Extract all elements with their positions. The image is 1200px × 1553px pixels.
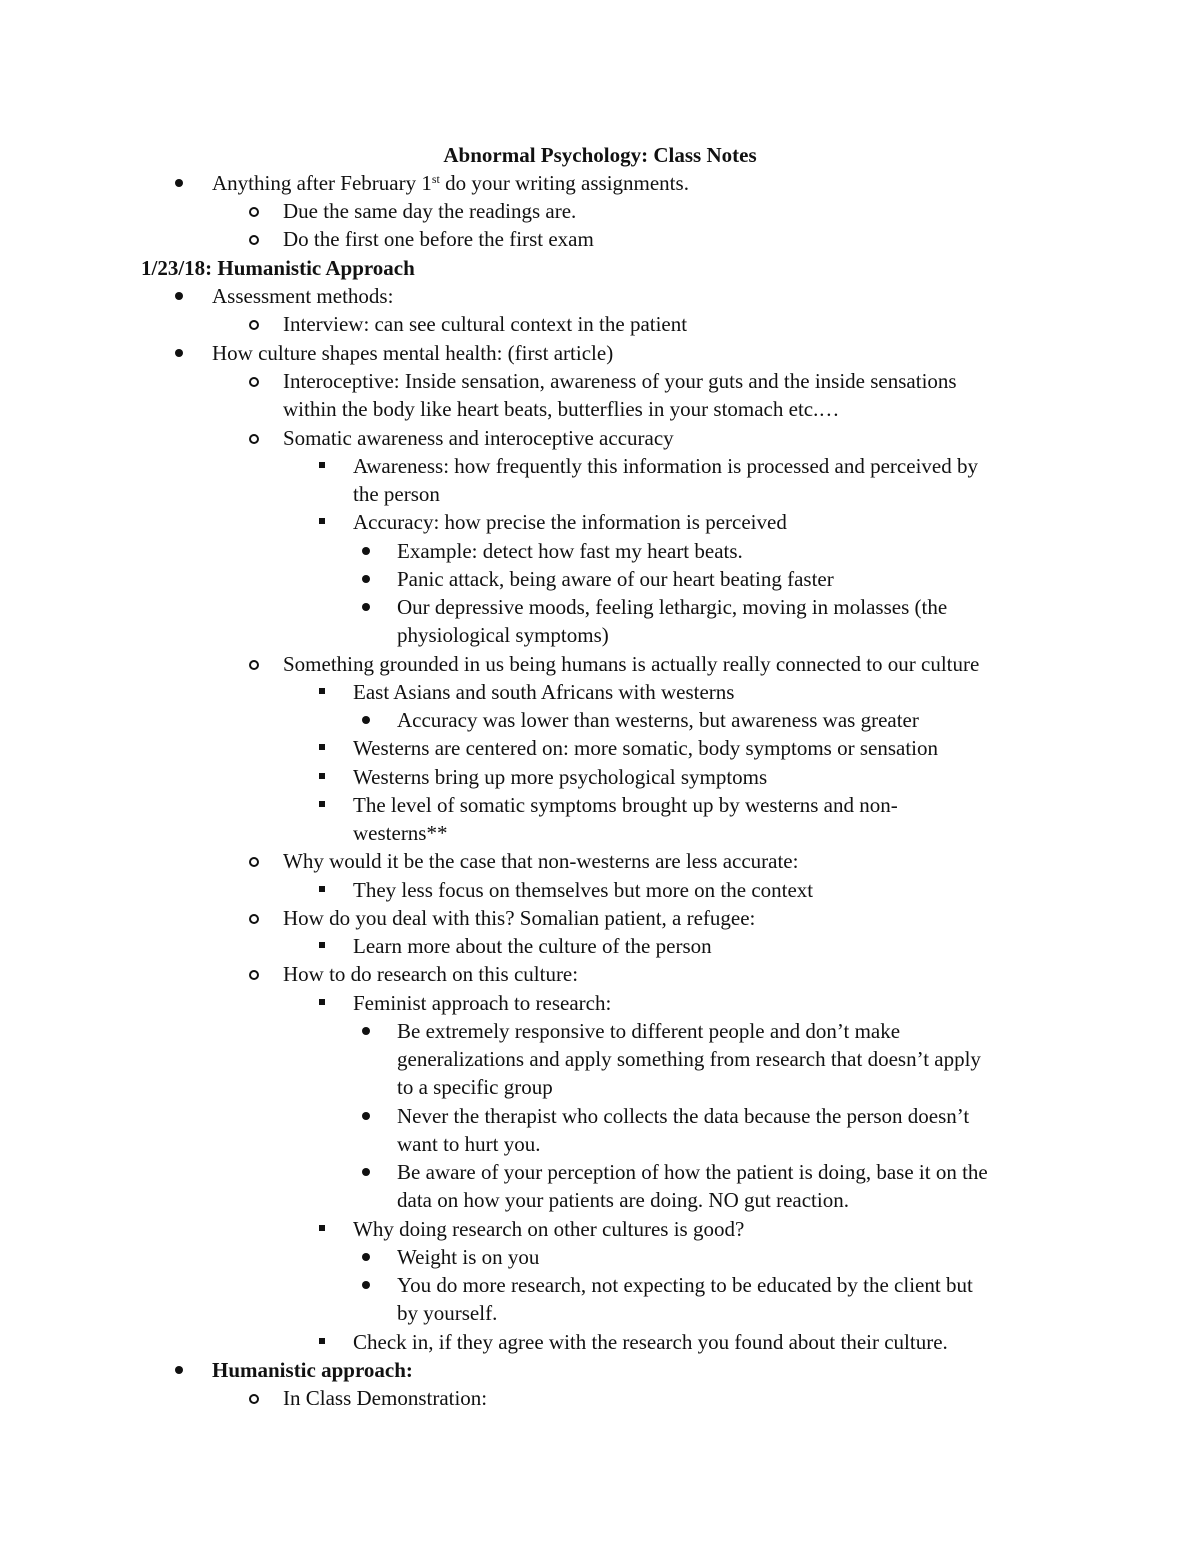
list-item: In Class Demonstration: bbox=[283, 1386, 488, 1410]
bullet-disc-icon bbox=[358, 537, 374, 555]
bullet-disc-icon bbox=[358, 1158, 374, 1176]
bullet-square-icon bbox=[314, 452, 330, 468]
list-item: East Asians and south Africans with westerns bbox=[353, 680, 735, 704]
list-item: Interview: can see cultural context in the patient bbox=[283, 312, 688, 336]
bullet-disc-icon bbox=[358, 593, 374, 611]
bullet-disc-icon bbox=[171, 282, 187, 300]
bullet-circle-icon bbox=[246, 197, 262, 217]
bullet-disc-icon bbox=[358, 1017, 374, 1035]
intro-line-1 bbox=[212, 169, 689, 197]
bullet-square-icon bbox=[314, 1215, 330, 1231]
intro-line-1-text: Anything after February 1 bbox=[212, 171, 432, 195]
bullet-square-icon bbox=[314, 763, 330, 779]
list-item: Assessment methods: bbox=[212, 284, 394, 308]
bullet-square-icon bbox=[314, 932, 330, 948]
list-item: Why doing research on other cultures is good? bbox=[353, 1217, 745, 1241]
list-item-continuation: generalizations and apply something from research that doesn’t apply bbox=[397, 1047, 981, 1071]
bullet-circle-icon bbox=[246, 225, 262, 245]
list-item: Somatic awareness and interoceptive accuracy bbox=[283, 426, 674, 450]
bullet-square-icon bbox=[314, 989, 330, 1005]
bullet-disc-icon bbox=[358, 1102, 374, 1120]
bullet-circle-icon bbox=[246, 960, 262, 980]
list-item: Westerns bring up more psychological symptoms bbox=[353, 765, 768, 789]
bullet-circle-icon bbox=[246, 424, 262, 444]
bullet-circle-icon bbox=[246, 310, 262, 330]
list-item: Be aware of your perception of how the patient is doing, base it on the bbox=[397, 1160, 988, 1184]
list-item: Learn more about the culture of the person bbox=[353, 934, 712, 958]
list-item-continuation: data on how your patients are doing. NO gut reaction. bbox=[397, 1188, 849, 1212]
bullet-disc-icon bbox=[358, 706, 374, 724]
bullet-square-icon bbox=[314, 876, 330, 892]
list-item-continuation: westerns** bbox=[353, 821, 448, 845]
bullet-circle-icon bbox=[246, 904, 262, 924]
ordinal-suffix: st bbox=[431, 172, 440, 186]
list-item: Feminist approach to research: bbox=[353, 991, 612, 1015]
bullet-disc-icon bbox=[358, 1271, 374, 1289]
list-item: Our depressive moods, feeling lethargic, moving in molasses (the bbox=[397, 595, 948, 619]
bullet-disc-icon bbox=[171, 169, 187, 187]
list-item: Never the therapist who collects the data because the person doesn’t bbox=[397, 1104, 970, 1128]
list-item: They less focus on themselves but more on the context bbox=[353, 878, 814, 902]
bullet-disc-icon bbox=[171, 339, 187, 357]
list-item: Accuracy was lower than westerns, but awareness was greater bbox=[397, 708, 919, 732]
bullet-circle-icon bbox=[246, 650, 262, 670]
list-item: The level of somatic symptoms brought up by westerns and non- bbox=[353, 793, 898, 817]
list-item: Be extremely responsive to different people and don’t make bbox=[397, 1019, 901, 1043]
list-item: How to do research on this culture: bbox=[283, 962, 579, 986]
bullet-square-icon bbox=[314, 508, 330, 524]
list-item: Weight is on you bbox=[397, 1245, 540, 1269]
document-title: Abnormal Psychology: Class Notes bbox=[443, 143, 757, 167]
intro-line-1-rest: do your writing assignments. bbox=[439, 171, 689, 195]
bullet-square-icon bbox=[314, 791, 330, 807]
bullet-disc-icon bbox=[171, 1356, 187, 1374]
list-item: Something grounded in us being humans is actually really connected to our culture bbox=[283, 652, 980, 676]
section-heading: 1/23/18: Humanistic Approach bbox=[141, 256, 415, 280]
list-item-continuation: want to hurt you. bbox=[397, 1132, 541, 1156]
list-item-continuation: physiological symptoms) bbox=[397, 623, 609, 647]
bullet-circle-icon bbox=[246, 1384, 262, 1404]
bullet-circle-icon bbox=[246, 367, 262, 387]
bullet-disc-icon bbox=[358, 565, 374, 583]
list-item: Check in, if they agree with the research you found about their culture. bbox=[353, 1330, 948, 1354]
list-item: Interoceptive: Inside sensation, awareness of your guts and the inside sensations bbox=[283, 369, 957, 393]
intro-line-2: Due the same day the readings are. bbox=[283, 199, 577, 223]
list-item: Westerns are centered on: more somatic, body symptoms or sensation bbox=[353, 736, 938, 760]
bullet-square-icon bbox=[314, 1328, 330, 1344]
bullet-circle-icon bbox=[246, 847, 262, 867]
list-item: Why would it be the case that non-westerns are less accurate: bbox=[283, 849, 799, 873]
bullet-square-icon bbox=[314, 678, 330, 694]
list-item-continuation: within the body like heart beats, butterflies in your stomach etc.… bbox=[283, 397, 840, 421]
list-item: Example: detect how fast my heart beats. bbox=[397, 539, 743, 563]
intro-line-3: Do the first one before the first exam bbox=[283, 227, 594, 251]
subsection-heading: Humanistic approach: bbox=[212, 1358, 413, 1382]
list-item: You do more research, not expecting to be educated by the client but bbox=[397, 1273, 973, 1297]
list-item: How do you deal with this? Somalian patient, a refugee: bbox=[283, 906, 756, 930]
list-item: Panic attack, being aware of our heart beating faster bbox=[397, 567, 834, 591]
list-item: Awareness: how frequently this information is processed and perceived by bbox=[353, 454, 978, 478]
bullet-square-icon bbox=[314, 734, 330, 750]
bullet-disc-icon bbox=[358, 1243, 374, 1261]
list-item: Accuracy: how precise the information is perceived bbox=[353, 510, 787, 534]
list-item: How culture shapes mental health: (first article) bbox=[212, 341, 614, 365]
list-item-continuation: to a specific group bbox=[397, 1075, 553, 1099]
list-item-continuation: the person bbox=[353, 482, 440, 506]
list-item-continuation: by yourself. bbox=[397, 1301, 498, 1325]
